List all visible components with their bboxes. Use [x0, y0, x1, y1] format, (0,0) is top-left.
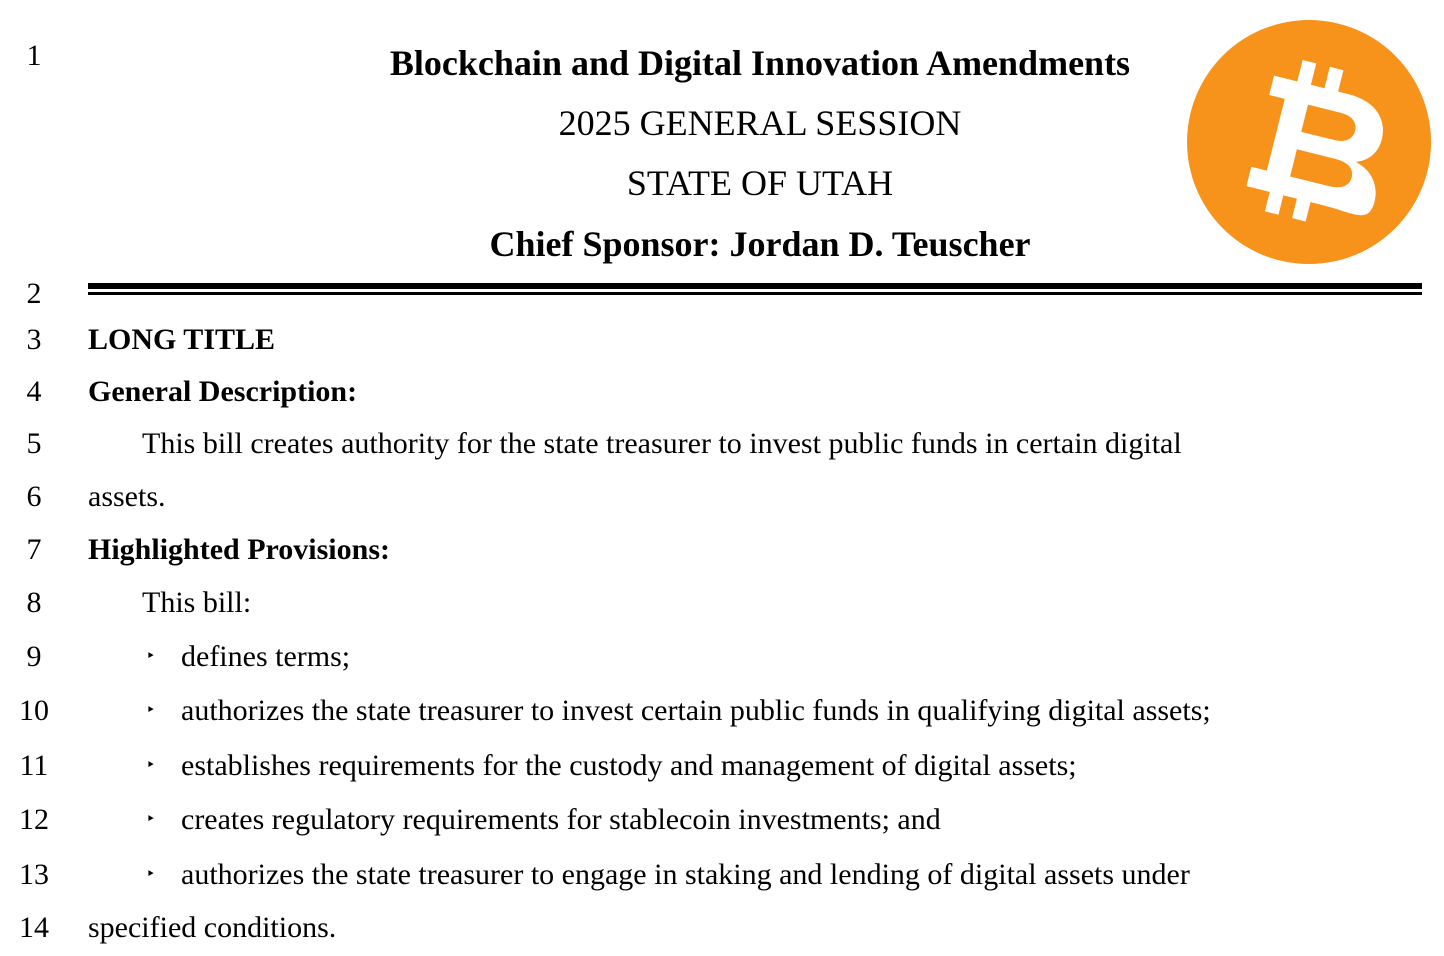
line-number: 2	[26, 277, 42, 310]
provision-text: authorizes the state treasurer to invest certain public funds in qualifying digital assets;	[181, 694, 1211, 727]
bullet-icon: ‣	[146, 648, 156, 665]
general-description-heading: General Description:	[88, 375, 358, 408]
line-number: 12	[19, 803, 49, 836]
line-number: 9	[26, 640, 42, 673]
line-number: 10	[19, 694, 49, 727]
this-bill-label: This bill:	[142, 586, 252, 619]
line-number: 3	[26, 323, 42, 356]
state-label: STATE OF UTAH	[626, 163, 894, 203]
header-rule-thick	[88, 283, 1422, 289]
chief-sponsor: Chief Sponsor: Jordan D. Teuscher	[489, 224, 1031, 264]
bullet-icon: ‣	[146, 811, 156, 828]
provision-text: defines terms;	[181, 640, 351, 673]
line-number: 5	[26, 427, 42, 460]
highlighted-provisions-heading: Highlighted Provisions:	[88, 533, 390, 566]
provision-text: creates regulatory requirements for stablecoin investments; and	[181, 803, 941, 836]
line-number: 6	[26, 480, 42, 513]
line-number: 1	[26, 39, 42, 72]
bullet-icon: ‣	[146, 866, 156, 883]
description-line: This bill creates authority for the state treasurer to invest public funds in certain digital	[142, 427, 1182, 460]
provision-text: authorizes the state treasurer to engage in staking and lending of digital assets under	[181, 858, 1190, 891]
line-number: 13	[19, 858, 49, 891]
bill-title: Blockchain and Digital Innovation Amendments	[389, 43, 1131, 83]
bullet-icon: ‣	[146, 757, 156, 774]
line-number: 11	[19, 749, 49, 782]
long-title-heading: LONG TITLE	[88, 323, 276, 356]
session-label: 2025 GENERAL SESSION	[558, 103, 962, 143]
line-number: 7	[26, 533, 42, 566]
bullet-icon: ‣	[146, 702, 156, 719]
line-number: 4	[26, 375, 42, 408]
line-number: 8	[26, 586, 42, 619]
provision-text: establishes requirements for the custody and management of digital assets;	[181, 749, 1077, 782]
header-rule-thin	[88, 292, 1422, 295]
line-number: 14	[19, 911, 49, 944]
provision-continuation: specified conditions.	[88, 911, 337, 944]
bitcoin-logo-icon	[1187, 20, 1431, 264]
description-line: assets.	[88, 480, 166, 513]
